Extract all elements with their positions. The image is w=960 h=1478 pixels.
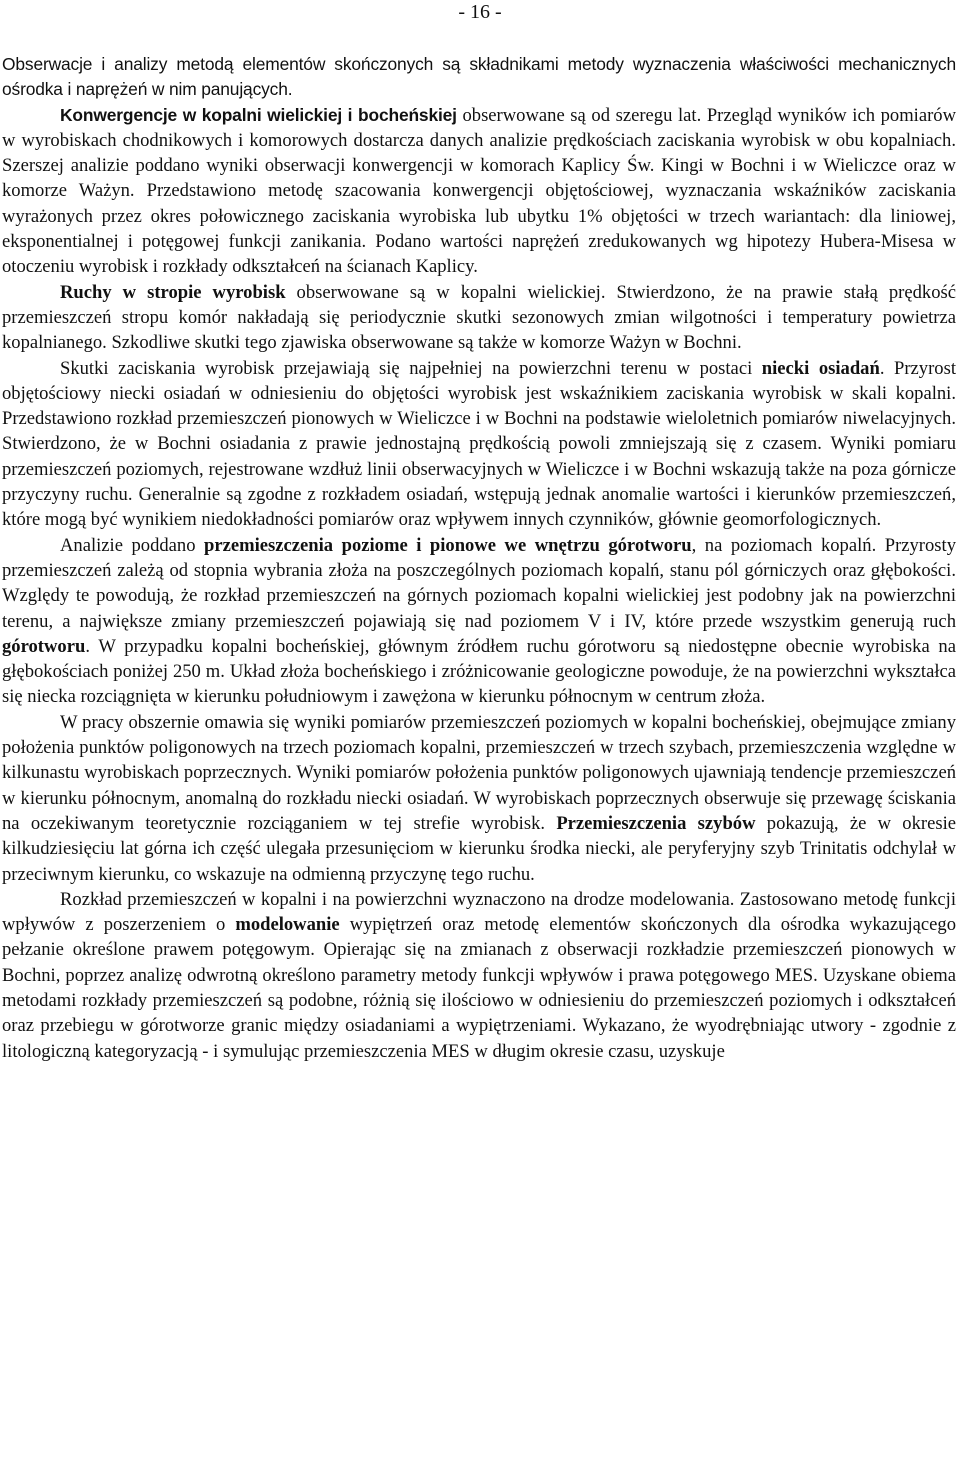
text-run: Skutki zaciskania wyrobisk przejawiają się najpełniej na powierzchni terenu w postaci: [60, 357, 762, 379]
bold-phrase: przemieszczenia poziome i pionowe we wnętrzu górotworu: [204, 534, 692, 556]
document-body: [2, 52, 956, 1064]
text-run: wypiętrzeń oraz metodę elementów skończonych dla ośrodka wykazującego pełzanie określone prawem potęgowym. Opierając się na zmianach z obserwacji rozkładzie przemieszczeń pionowych w Bochni, poprzez analizę odwrotną określono parametry metody funkcji wpływów i prawa potęgowego MES. Uzyskane obiema metodami rozkłady przemieszczeń są podobne, różnią się ilościowo w odniesieniu do przemieszczeń poziomych i odkształceń oraz przebiegu w górotworze granic między osiadaniami a wypiętrzeniami. Wykazano, że wyodrębniając utwory - zgodnie z litologiczną kategoryzacją - i symulując przemieszczenia MES w długim okresie czasu, uzyskuje: [2, 914, 956, 1062]
text-run: Analizie poddano: [60, 534, 205, 556]
paragraph: [2, 533, 956, 710]
paragraph: [2, 280, 956, 356]
bold-phrase: modelowanie: [235, 914, 340, 936]
bold-phrase: Przemieszczenia szybów: [556, 812, 756, 834]
bold-phrase: Ruchy w stropie wyrobisk: [60, 281, 286, 303]
text-run: obserwowane są w kopalni wielickiej. Stwierdzono, że na prawie stałą prędkość przemieszczeń stropu komór nakładają się periodycznie skutki sezonowych zmian wilgotności i temperatury powietrza kopalnianego. Szkodliwe skutki tego zjawiska obserwowane są także w komorze Ważyn w Bochni.: [2, 281, 956, 354]
paragraph: [2, 356, 956, 533]
paragraph: [2, 887, 956, 1064]
text-run: obserwowane są od szeregu lat. Przegląd wyników ich pomiarów w wyrobiskach chodnikowych i komorowych dostarcza danych analizie prędkościach zaciskania wyrobisk w obu kopalniach. Szerszej analizie poddano wyniki obserwacji konwergencji w komorach Kaplicy Św. Kingi w Bochni i w Wieliczce oraz w komorze Ważyn. Przedstawiono metodę szacowania konwergencji objętościowej, wyznaczania wskaźników zaciskania wyrażonych przez okres połowicznego zaciskania wyrobiska lub ubytku 1% objętości w trzech wariantach: dla liniowej, eksponentialnej i potęgowej funkcji zanikania. Podano wartości naprężeń zredukowanych wg hipotezy Hubera-Misesa w otoczeniu wyrobisk i rozkłady odkształceń na ścianach Kaplicy.: [2, 104, 956, 278]
bold-phrase: górotworu: [2, 635, 86, 657]
text-run: W pracy obszernie omawia się wyniki pomiarów przemieszczeń poziomych w kopalni bocheńskiej, obejmujące zmiany położenia punktów poligonowych na trzech poziomach kopalni, przemieszczeń w trzech szybach, przemieszczenia względne w kilkunastu wyrobiskach poprzecznych. Wyniki pomiarów położenia punktów poligonowych ujawniają tendencje przemieszczeń w kierunku północnym, anomalną do rozkładu niecki osiadań. W wyrobiskach poprzecznych obserwuje się przewagę ściskania na oczekiwanym teoretycznie rozciąganiem w tej strefie wyrobisk.: [2, 711, 956, 834]
paragraph: [2, 52, 956, 103]
text-run: Rozkład przemieszczeń w kopalni i na powierzchni wyznaczono na drodze modelowania. Zastosowano metodę funkcji wpływów z poszerzeniem o: [2, 888, 956, 936]
text-run: , na poziomach kopalń. Przyrosty przemieszczeń zależą od stopnia wybrania złoża na poszczególnych poziomach kopalń, stanu pól górniczych oraz głębokości. Względy te powodują, że rozkład przemieszczeń na górnych poziomach kopalni wielickiej jest podobny jak na powierzchni terenu, a największe zmiany przemieszczeń pojawiają się nad poziomem V i IV, które przede wszystkim generują ruch: [2, 534, 956, 632]
text-run: . Przyrost objętościowy niecki osiadań w odniesieniu do objętości wyrobisk jest wskaźnikiem zaciskania wyrobisk w skali kopalni. Przedstawiono rozkład przemieszczeń pionowych w Wieliczce i w Bochni na podstawie wieloletnich pomiarów niwelacyjnych. Stwierdzono, że w Bochni osiadania z prawie jednostajną prędkością powoli zmniejszają się z czasem. Wyniki pomiaru przemieszczeń poziomych, rejestrowane wzdłuż linii obserwacyjnych w Wieliczce i w Bochni wskazują także na poza górnicze przyczyny ruchu. Generalnie są zgodne z rozkładem osiadań, wstępują jednak anomalie wartości i kierunków przemieszczeń, które mogą być wynikiem niedokładności pomiarów oraz wpływem innych czynników, głównie geomorfologicznych.: [2, 357, 956, 531]
bold-phrase: niecki osiadań: [761, 357, 880, 379]
bold-phrase: Konwergencje w kopalni wielickiej i bocheńskiej: [60, 104, 457, 125]
text-run: Obserwacje i analizy metodą elementów skończonych są składnikami metody wyznaczenia właściwości mechanicznych ośrodka i naprężeń w nim panujących.: [2, 54, 956, 100]
page-number: - 16 -: [458, 1, 502, 23]
text-run: . W przypadku kopalni bocheńskiej, głównym źródłem ruchu górotworu są niedostępne obecnie wyrobiska na głębokościach poniżej 250 m. Układ złoża bocheńskiego i zróżnicowanie geologiczne powoduje, że na powierzchni wykształca się niecka rozciągnięta w kierunku południowym i zawężona w kierunku północnym w centrum złoża.: [2, 635, 956, 708]
paragraph: [2, 710, 956, 887]
text-run: pokazują, że w okresie kilkudziesięciu lat górna ich część ulegała przesunięciom w kierunku środka niecki, ale peryferyjny szyb Trinitatis odchylał w przeciwnym kierunku, co wskazuje na odmienną przyczynę tego ruchu.: [2, 812, 956, 885]
paragraph: [2, 103, 956, 280]
